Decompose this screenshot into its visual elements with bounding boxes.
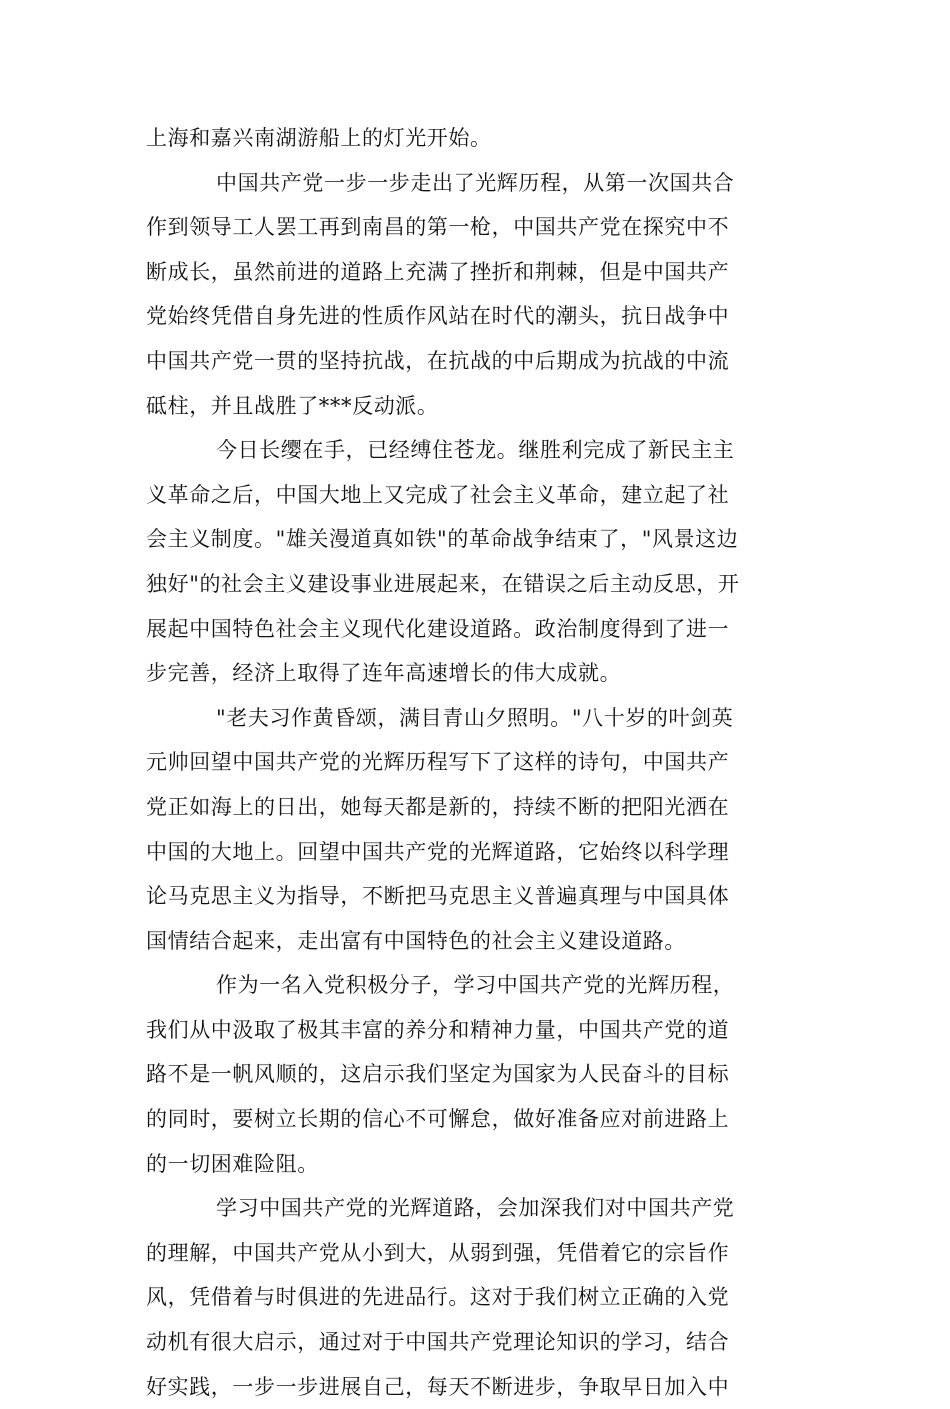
text-line: 会主义制度。"雄关漫道真如铁"的革命战争结束了，"风景这边 [146, 527, 739, 552]
text-line: 步完善，经济上取得了连年高速增长的伟大成就。 [146, 661, 622, 686]
text-line: 的同时，要树立长期的信心不可懈怠，做好准备应对前进路上 [146, 1107, 730, 1132]
text-line: 我们从中汲取了极其丰富的养分和精神力量，中国共产党的道 [146, 1017, 730, 1042]
text-line: 风，凭借着与时俱进的先进品行。这对于我们树立正确的入党 [146, 1285, 730, 1310]
paragraph-start-line: 今日长缨在手，已经缚住苍龙。继胜利完成了新民主主 [216, 438, 735, 463]
text-line: 展起中国特色社会主义现代化建设道路。政治制度得到了进一 [146, 616, 730, 641]
text-line: 好实践，一步一步进展自己，每天不断进步，争取早日加入中 [146, 1374, 730, 1399]
text-line: 断成长，虽然前进的道路上充满了挫折和荆棘，但是中国共产 [146, 259, 730, 284]
text-line: 中国共产党一贯的坚持抗战，在抗战的中后期成为抗战的中流 [146, 348, 730, 373]
text-line: 中国的大地上。回望中国共产党的光辉道路，它始终以科学理 [146, 839, 730, 864]
paragraph-start-line: 中国共产党一步一步走出了光辉历程，从第一次国共合 [216, 170, 735, 195]
text-line: 独好"的社会主义建设事业进展起来，在错误之后主动反思，开 [146, 571, 740, 596]
paragraph-start-line: 学习中国共产党的光辉道路，会加深我们对中国共产党 [216, 1196, 735, 1221]
text-line: 党正如海上的日出，她每天都是新的，持续不断的把阳光洒在 [146, 794, 730, 819]
text-line: 元帅回望中国共产党的光辉历程写下了这样的诗句，中国共产 [146, 750, 730, 775]
text-line: 的理解，中国共产党从小到大，从弱到强，凭借着它的宗旨作 [146, 1240, 730, 1265]
paragraph-start-line: "老夫习作黄昏颂，满目青山夕照明。"八十岁的叶剑英 [216, 705, 734, 730]
text-line: 路不是一帆风顺的，这启示我们坚定为国家为人民奋斗的目标 [146, 1062, 730, 1087]
text-line: 上海和嘉兴南湖游船上的灯光开始。 [146, 126, 492, 150]
text-line: 义革命之后，中国大地上又完成了社会主义革命，建立起了社 [146, 482, 730, 507]
document-body [146, 116, 794, 1409]
text-line: 党始终凭借自身先进的性质作风站在时代的潮头，抗日战争中 [146, 304, 730, 329]
text-line: 论马克思主义为指导，不断把马克思主义普遍真理与中国具体 [146, 884, 730, 909]
text-line: 的一切困难险阻。 [146, 1151, 319, 1176]
text-line: 动机有很大启示，通过对于中国共产党理论知识的学习，结合 [146, 1330, 730, 1355]
text-line: 砥柱，并且战胜了***反动派。 [146, 393, 439, 418]
text-line: 国情结合起来，走出富有中国特色的社会主义建设道路。 [146, 928, 686, 953]
paragraph-start-line: 作为一名入党积极分子，学习中国共产党的光辉历程， [216, 973, 735, 998]
text-line: 作到领导工人罢工再到南昌的第一枪，中国共产党在探究中不 [146, 215, 730, 240]
